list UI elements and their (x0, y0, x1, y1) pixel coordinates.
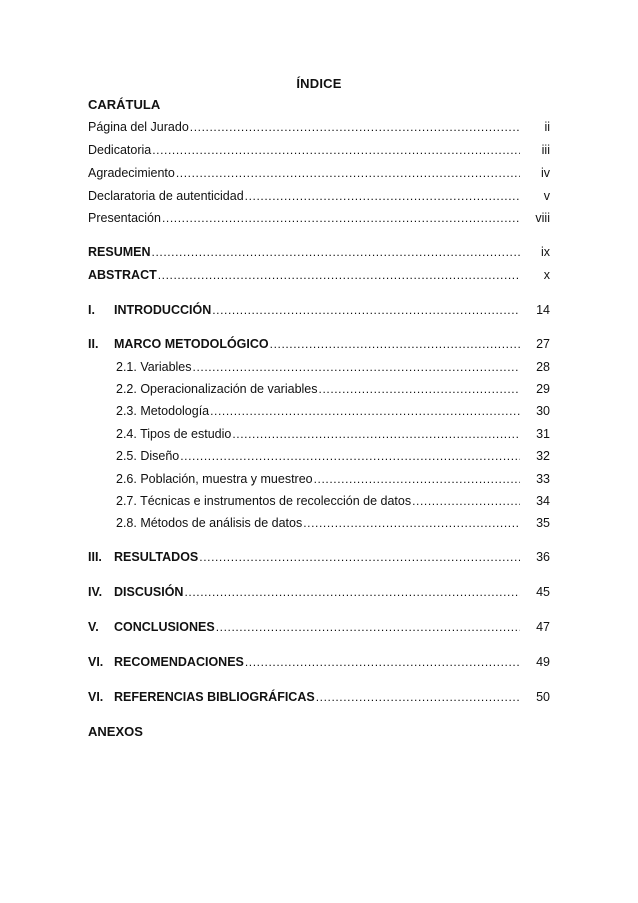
toc-chapter-referencias (88, 690, 550, 708)
toc-entry-label: MARCO METODOLÓGICO (114, 337, 269, 351)
chapter-number: I. (88, 303, 95, 317)
toc-page-number: 49 (536, 655, 550, 669)
toc-entry-label: RESULTADOS (114, 550, 199, 564)
toc-entry-presentacion (88, 211, 550, 229)
toc-subsection (116, 404, 550, 422)
dot-leader (176, 166, 520, 180)
toc-entry-label: Página del Jurado (88, 120, 189, 134)
toc-entry-declaratoria (88, 189, 550, 207)
toc-page-number: 28 (536, 360, 550, 374)
toc-subsection (116, 382, 550, 400)
dot-leader (180, 449, 520, 463)
toc-page-number: 35 (536, 516, 550, 530)
toc-page-number: 34 (536, 494, 550, 508)
toc-subsection (116, 494, 550, 512)
toc-subsection (116, 516, 550, 534)
toc-entry-agradecimiento (88, 166, 550, 184)
dot-leader (216, 620, 520, 634)
toc-chapter-conclusiones (88, 620, 550, 638)
dot-leader (190, 120, 520, 134)
toc-entry-label: REFERENCIAS BIBLIOGRÁFICAS (114, 690, 315, 704)
toc-page-number: 29 (536, 382, 550, 396)
toc-entry-label: RECOMENDACIONES (114, 655, 244, 669)
toc-entry-resumen (88, 245, 550, 263)
toc-page-number: 33 (536, 472, 550, 486)
toc-chapter-discusion (88, 585, 550, 603)
toc-page-number: 50 (536, 690, 550, 704)
dot-leader (162, 211, 520, 225)
toc-entry-abstract (88, 268, 550, 286)
page-title: ÍNDICE (296, 76, 342, 91)
toc-page-number: viii (535, 211, 550, 225)
dot-leader (212, 303, 520, 317)
toc-entry-label: Dedicatoria (88, 143, 152, 157)
dot-leader (316, 690, 520, 704)
chapter-number: V. (88, 620, 99, 634)
toc-entry-label: 2.4. Tipos de estudio (116, 427, 232, 441)
dot-leader (158, 268, 520, 282)
chapter-number: III. (88, 550, 102, 564)
toc-page-number: ix (540, 245, 550, 259)
toc-entry-dedicatoria (88, 143, 550, 161)
dot-leader (193, 360, 520, 374)
caratula-heading: CARÁTULA (88, 97, 161, 112)
toc-page-number: 32 (536, 449, 550, 463)
toc-chapter-recomendaciones (88, 655, 550, 673)
toc-entry-label: Agradecimiento (88, 166, 175, 180)
toc-page-number: x (543, 268, 550, 282)
toc-chapter-resultados (88, 550, 550, 568)
dot-leader (303, 516, 520, 530)
toc-entry-label: 2.1. Variables (116, 360, 192, 374)
toc-page-number: ii (544, 120, 550, 134)
toc-entry-pagina-jurado (88, 120, 550, 138)
toc-entry-label: Presentación (88, 211, 161, 225)
anexos-heading: ANEXOS (88, 724, 143, 739)
toc-entry-label: CONCLUSIONES (114, 620, 215, 634)
toc-subsection (116, 427, 550, 445)
dot-leader (199, 550, 520, 564)
toc-chapter-introduccion (88, 303, 550, 321)
toc-entry-label: ABSTRACT (88, 268, 157, 282)
toc-entry-label: 2.3. Metodología (116, 404, 210, 418)
dot-leader (232, 427, 520, 441)
toc-entry-label: Declaratoria de autenticidad (88, 189, 244, 203)
toc-page-number: iv (540, 166, 550, 180)
toc-page-number: 14 (536, 303, 550, 317)
dot-leader (270, 337, 520, 351)
toc-page-number: 31 (536, 427, 550, 441)
dot-leader (152, 245, 520, 259)
chapter-number: VI. (88, 655, 104, 669)
toc-entry-label: DISCUSIÓN (114, 585, 184, 599)
dot-leader (314, 472, 520, 486)
toc-page-number: iii (541, 143, 550, 157)
dot-leader (245, 189, 520, 203)
toc-page-number: v (543, 189, 550, 203)
dot-leader (245, 655, 520, 669)
toc-page-number: 27 (536, 337, 550, 351)
chapter-number: VI. (88, 690, 104, 704)
toc-page-number: 36 (536, 550, 550, 564)
toc-entry-label: RESUMEN (88, 245, 151, 259)
dot-leader (319, 382, 520, 396)
toc-entry-label: 2.8. Métodos de análisis de datos (116, 516, 303, 530)
dot-leader (184, 585, 520, 599)
chapter-number: IV. (88, 585, 103, 599)
toc-entry-label: INTRODUCCIÓN (114, 303, 212, 317)
toc-entry-label: 2.2. Operacionalización de variables (116, 382, 318, 396)
toc-subsection (116, 360, 550, 378)
toc-chapter-marco-metodologico (88, 337, 550, 355)
toc-entry-label: 2.6. Población, muestra y muestreo (116, 472, 313, 486)
dot-leader (412, 494, 520, 508)
dot-leader (152, 143, 520, 157)
toc-subsection (116, 449, 550, 467)
dot-leader (210, 404, 520, 418)
toc-page-number: 45 (536, 585, 550, 599)
toc-entry-label: 2.7. Técnicas e instrumentos de recolección de datos (116, 494, 412, 508)
toc-page-number: 30 (536, 404, 550, 418)
toc-subsection (116, 472, 550, 490)
chapter-number: II. (88, 337, 99, 351)
toc-page-number: 47 (536, 620, 550, 634)
toc-entry-label: 2.5. Diseño (116, 449, 180, 463)
